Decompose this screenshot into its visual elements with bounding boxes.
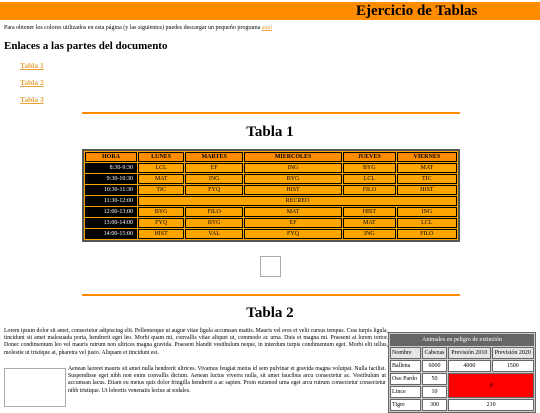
table-cell: 6000: [422, 360, 447, 372]
col-header: MIERCOLES: [244, 152, 342, 162]
subject-cell: HIST: [138, 229, 184, 239]
subject-cell: TIC: [397, 174, 457, 184]
col-header: Cabezas: [422, 347, 447, 359]
subject-cell: HIST: [343, 207, 396, 217]
subject-cell: MAT: [138, 174, 184, 184]
subject-cell: LCL: [343, 174, 396, 184]
subject-cell: FYQ: [244, 229, 342, 239]
table-row: [85, 218, 457, 228]
divider-1: [82, 112, 460, 114]
subject-cell: FYQ: [185, 185, 243, 195]
col-header: LUNES: [138, 152, 184, 162]
header-bar: [0, 2, 540, 20]
subject-cell: FILO: [397, 229, 457, 239]
recreo-cell: RECREO: [138, 196, 457, 206]
subject-cell: MAT: [397, 163, 457, 173]
table-cell: 300: [422, 399, 447, 411]
animal-name: Tigre: [390, 399, 421, 411]
tabla-2-title: Tabla 2: [246, 305, 294, 321]
hour-cell: 10:30-11:30: [85, 185, 137, 195]
table-row: [85, 207, 457, 217]
table-row: [85, 163, 457, 173]
image-placeholder: [4, 368, 66, 407]
subject-cell: FYQ: [138, 218, 184, 228]
page-title: Ejercicio de Tablas: [356, 3, 478, 19]
subject-cell: LCL: [397, 218, 457, 228]
animal-name: Lince: [390, 386, 421, 398]
col-header: VIERNES: [397, 152, 457, 162]
subject-cell: MAT: [343, 218, 396, 228]
table-row: [85, 229, 457, 239]
subject-cell: ING: [397, 207, 457, 217]
schedule-table: [82, 149, 460, 242]
table-cell: 50: [422, 373, 447, 385]
hour-cell: 8:30-9:30: [85, 163, 137, 173]
broken-image-icon: [260, 256, 281, 277]
subject-cell: MAT: [244, 207, 342, 217]
subject-cell: BYG: [138, 207, 184, 217]
table-row: [390, 360, 534, 372]
subject-cell: ING: [185, 174, 243, 184]
table-cell: 210: [448, 399, 534, 411]
hour-cell: 14:00-15:00: [85, 229, 137, 239]
subject-cell: ING: [244, 163, 342, 173]
table-row: [85, 196, 457, 206]
animals-table: [388, 332, 536, 413]
table-row: [390, 373, 534, 385]
subject-cell: BYG: [343, 163, 396, 173]
animal-name: Oso Pardo: [390, 373, 421, 385]
table-row: [85, 174, 457, 184]
links-section-title: Enlaces a las partes del documento: [4, 40, 168, 52]
link-tabla-2[interactable]: Tabla 2: [20, 78, 44, 87]
col-header: JUEVES: [343, 152, 396, 162]
table-cell: 1500: [492, 360, 534, 372]
subject-cell: BYG: [244, 174, 342, 184]
subject-cell: LCL: [138, 163, 184, 173]
subject-cell: FILO: [343, 185, 396, 195]
subject-cell: EF: [244, 218, 342, 228]
table-cell: 4000: [448, 360, 490, 372]
col-header: Previsión 2010: [448, 347, 490, 359]
hour-cell: 9:30-10:30: [85, 174, 137, 184]
subject-cell: HIST: [397, 185, 457, 195]
subject-cell: BYG: [185, 218, 243, 228]
table-cell: 10: [422, 386, 447, 398]
col-header: Nombre: [390, 347, 421, 359]
table-caption: Animales en peligro de extinción: [390, 334, 534, 346]
link-tabla-3[interactable]: Tabla 3: [20, 95, 44, 104]
subject-cell: ING: [343, 229, 396, 239]
subject-cell: EF: [185, 163, 243, 173]
subject-cell: FILO: [185, 207, 243, 217]
subject-cell: VAL: [185, 229, 243, 239]
hour-cell: 11:30-12:00: [85, 196, 137, 206]
download-link[interactable]: aquí: [261, 25, 273, 31]
table-row: [390, 399, 534, 411]
link-tabla-1[interactable]: Tabla 1: [20, 61, 44, 70]
col-header: Previsión 2020: [492, 347, 534, 359]
subject-cell: TIC: [138, 185, 184, 195]
col-header: MARTES: [185, 152, 243, 162]
tabla-1-title: Tabla 1: [246, 124, 294, 140]
lorem-paragraph-2: Aenean laoreet mauris sit amet nulla hendrerit ultrices. Vivamus feugiat metus id sem pulvinar et gravida magna volutpat. Nulla facilisi. Suspendisse eget nibh non enim convallis dictum. Aenean luctus viverra nulla, sit amet faucibus arcu consectetur ac. Vestibulum ut accumsan lacus. Etiam eu metus quis dolor fringilla hendrerit a ac sapien. Proin euismod urna eget arcu rutrum consectetur consectetur nibh tristique. Ut lobortis venenatis lectus at sodales.: [68, 366, 386, 394]
animal-name: Ballena: [390, 360, 421, 372]
divider-2: [82, 294, 460, 296]
table-cell: 0: [448, 373, 534, 398]
table-row: [85, 185, 457, 195]
lorem-paragraph-1: Lorem ipsum dolor sit amet, consectetur adipiscing elit. Pellentesque ut augue vitae ligula accumsan mattis. Mauris vel eros et velit cursus tempus. Cras turpis ligula, tincidunt sit amet malesuada porta, hendrerit eget leo. Morbi quam mi, convallis vitae aliquet ut, commodo ac urna. Duis et magna mi. Praesent at lorem tortor. Donec condimentum leo vel mauris rutrum non ultrices magna gravida. Praesent blandit vestibulum neque, in interdum turpis condimentum eget. Morbi elit tellus, molestie ut tristique at, pharetra vel justo. Aliquam et tincidunt est.: [4, 328, 388, 356]
intro-text: Para obtener los colores utilizados en esta página (y las siguientes) puedes descargar un pequeño programa aquí: [4, 25, 273, 31]
hour-cell: 12:00-13:00: [85, 207, 137, 217]
col-header: HORA: [85, 152, 137, 162]
subject-cell: HIST: [244, 185, 342, 195]
hour-cell: 13:00-14:00: [85, 218, 137, 228]
